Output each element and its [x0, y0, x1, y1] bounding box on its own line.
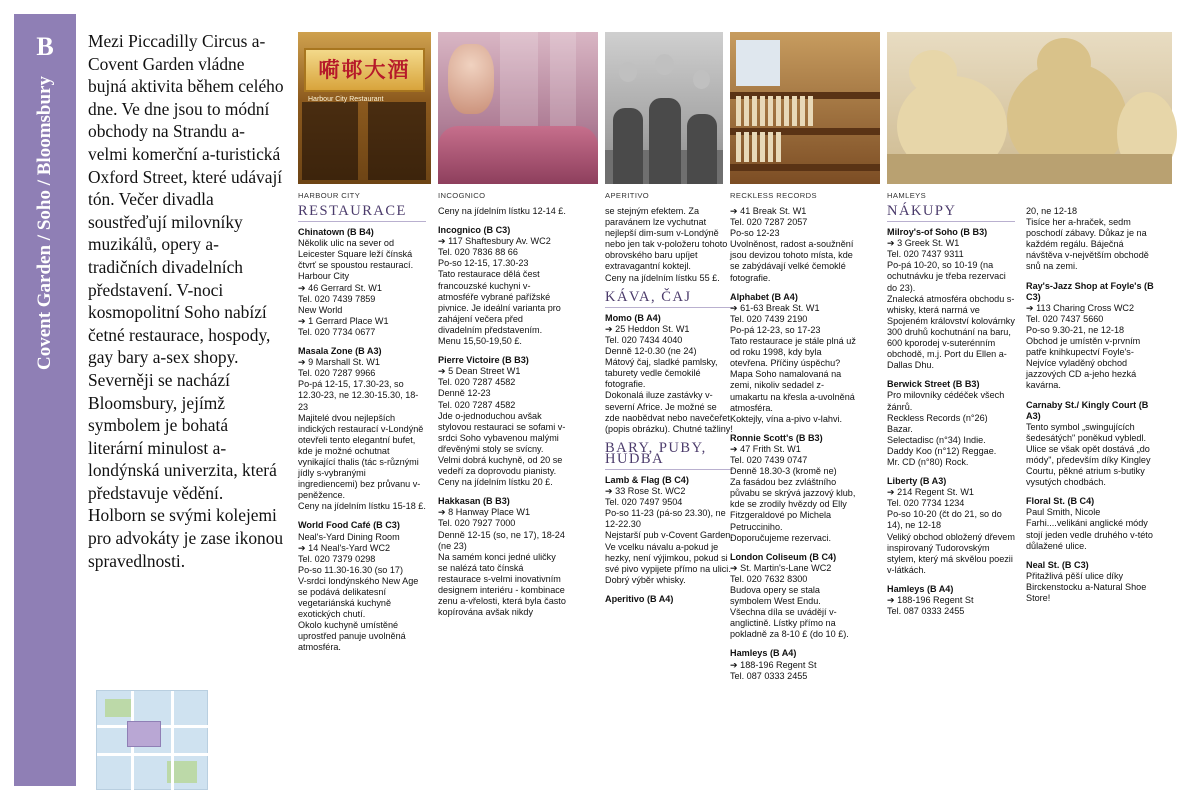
- listing-line: Tel. 020 7927 7000: [438, 518, 516, 529]
- listing-entry: [730, 292, 858, 425]
- section-heading-nakupy: NÁKUPY: [887, 203, 957, 219]
- listing-line: Okolo kuchyně umístěné uprostřed panuje uvolněná atmosféra.: [298, 620, 406, 653]
- listing-entry: [438, 355, 566, 488]
- listing-line: Přitažlivá pěší ulice díky Birckenstocku a-Natural Shoe Store!: [1026, 570, 1147, 603]
- listing-line: Veliký obchod obložený dřevem inspirovaný Tudorovským stylem, který má skvělou poezii v-látkách.: [887, 531, 1015, 575]
- listing-line: Tento symbol „swingujících šedesátých" poněkud vybledl. Ulice se však opět dostává „do módy", především díky Kingley Courtu, pěkné atrium s-butiky vysutých chodbách.: [1026, 421, 1151, 488]
- photo-reckless-records: [730, 32, 880, 200]
- listing-line: ➔ 33 Rose St. WC2: [605, 486, 686, 497]
- listing-title: Liberty (B A3): [887, 476, 947, 487]
- listing-line: ➔ 41 Break St. W1: [730, 206, 807, 216]
- listing-line: Jde o-jednoduchou avšak stylovou restauraci se sofami v-srdci Soho vybavenou malými dřevěnými stoly se svícny. Velmi dobrá kuchyně, od 20 se vedeří za doprovodu pianisty.: [438, 410, 566, 477]
- listing-entry: [605, 313, 733, 435]
- listing-line: Tato restaurace dělá čest francouzské kuchyni v-atmosféře vybrané pařížské pivnice. Je ideální varianta pro zahájení večera před divadelním představením.: [438, 269, 561, 335]
- listing-line: Menu 15,50-19,50 £.: [438, 336, 522, 347]
- divider: [887, 221, 1015, 222]
- listing-title: Lamb & Flag (B C4): [605, 474, 689, 485]
- section-heading-restaurace: RESTAURACE: [298, 203, 407, 219]
- listing-line: Majitelé dvou nejlepších indických restaurací v-Londýně otevřeli tento elegantní bufet, kde je možné ochutnat vynikající thalis (tác s-různými jídly s-vybranými ingrediencemi) bez průvanu v-peněžence.: [298, 412, 424, 501]
- listing-title: Aperitivo (B A4): [605, 593, 674, 604]
- listing-line: Znalecká atmosféra obchodu s-whisky, která narrná ve Spojeném království kolovárnky 300 druhů kochutnání na baru, 600 kporodej v-suterénním obchodě, m.j. Port du Ellen a-Dallas Dhu.: [887, 293, 1015, 371]
- listing-line: Tel. 020 7437 9311: [887, 249, 964, 260]
- listing-line: Doporučujeme rezervaci.: [730, 532, 832, 543]
- listing-title: Alphabet (B A4): [730, 291, 798, 302]
- column-restaurace: [298, 203, 426, 794]
- listing-line: V-srdci londýnského New Age se podává delikatesní vegetariánská kuchyně exotických chutí.: [298, 575, 419, 620]
- listing-line: Tel. 020 7439 0747: [730, 454, 808, 465]
- listing-line: ➔ 188-196 Regent St: [887, 595, 974, 605]
- photo-caption: APERITIVO: [605, 191, 650, 200]
- listing-line: Pro milovníky cédéček všech žánrů.: [887, 390, 1005, 412]
- listing-entry: [438, 496, 566, 618]
- area-map-thumbnail: [96, 690, 208, 790]
- listing-line: ➔ 14 Neal's-Yard WC2: [298, 542, 391, 553]
- listing-line: Tato restaurace je stále plná už od roku 1998, kdy byla otevřena. Příčiny úspěchu? Mapa Soho namalovaná na zemi, nikoliv sedadel z-umakartu na křesla a-uvolněná atmosféra.: [730, 336, 856, 413]
- listing-title: Pierre Victoire (B B3): [438, 355, 529, 366]
- listing-entry: [887, 476, 1015, 576]
- spine-letter: B: [36, 32, 54, 61]
- listing-line: Denně 12-15 (so, ne 17), 18-24 (ne 23): [438, 529, 565, 551]
- intro-text: Mezi Piccadilly Circus a-Covent Garden vládne bujná aktivita během celého dne. Ve dne jsou to módní obchody na Strandu a-velmi komerční a-turistická Oxford Street, které udávají tón. Večer divadla soustřeďují milovníky muzikálů, opery a-tradičních divadelních představení. V-noci kosmopolitní Soho nabízí četné restaurace, hospody, gay bary a-sex shopy. Severněji se nachází Bloomsbury, jejímž symbolem je bohatá literární minulost a-londýnská univerzita, která představuje vědění. Holborn se svými kolejemi pro advokáty je zase ikonou spravedlnosti.: [88, 31, 284, 571]
- listing-line: Dokonalá iluze zastávky v-severní Africe. Je možné se zde naobědvat nebo navečeřet (popis obrázku). Chutné tažliny!: [605, 390, 733, 434]
- column-three: [605, 206, 733, 794]
- listing-line: Denně 18.30-3 (kromě ne): [730, 466, 837, 477]
- listing-entry: [730, 552, 858, 641]
- listing-line: Tel. 020 7287 4582: [438, 399, 516, 410]
- listing-title: London Coliseum (B C4): [730, 551, 837, 562]
- listing-line: Po-pá 12-15, 17.30-23, so 12.30-23, ne 12.30-15.30, 18-23: [298, 379, 419, 412]
- listing-line: Ceny na jídelním lístku 15-18 £.: [298, 501, 426, 512]
- listing-entry: [605, 206, 733, 284]
- divider: [605, 307, 733, 308]
- listing-line: New World: [298, 304, 343, 315]
- photo-caption: HAMLEYS: [887, 191, 927, 200]
- listing-line: Po-so 9.30-21, ne 12-18: [1026, 324, 1125, 335]
- listing-line: ➔ St. Martin's-Lane WC2: [730, 562, 832, 573]
- listing-title: Hamleys (B A4): [887, 583, 954, 594]
- listing-line: ➔ 46 Gerrard St. W1: [298, 282, 382, 293]
- listing-line: ➔ 3 Greek St. W1: [887, 238, 960, 249]
- listing-entry: [730, 648, 858, 681]
- listing-title: Ronnie Scott's (B B3): [730, 432, 823, 443]
- listing-line: ➔ 117 Shaftesbury Av. WC2: [438, 236, 551, 247]
- listing-line: Ceny na jídelním lístku 55 £.: [605, 272, 720, 283]
- restaurant-sign-subtitle: Harbour City Restaurant: [308, 96, 384, 103]
- listing-line: Uvolněnost, radost a-soužnění jsou devizou tohoto místa, kde se zabýdávají velké čemoklé fotografie.: [730, 239, 854, 283]
- photo-caption: RECKLESS RECORDS: [730, 191, 817, 200]
- listing-title: World Food Café (B C3): [298, 520, 400, 531]
- listing-line: Ceny na jídelním lístku 20 £.: [438, 477, 553, 488]
- listing-entry: [1026, 496, 1154, 551]
- listing-line: ➔ 5 Dean Street W1: [438, 366, 521, 377]
- listing-line: se stejným efektem. Za paravánem lze vychutnat nejlepší dim-sum v-Londýně nebo jen tak v-položeru tohoto obrovského baru upíjet extravagantní koktejl.: [605, 206, 728, 272]
- listing-line: Tel. 020 7287 4582: [438, 377, 516, 388]
- listing-line: Za fasádou bez zvláštního půvabu se skrývá jazzový klub, kde se zrodily hvězdy od Elly Fitzgeraldové po Michela Petrucciniho.: [730, 477, 856, 532]
- listing-line: Po-so 11-23 (pá-so 23.30), ne 12-22.30: [605, 508, 726, 530]
- photo-incognico: [438, 32, 598, 200]
- listing-line: Tel. 020 7439 7859: [298, 293, 376, 304]
- listing-entry: [438, 206, 566, 217]
- photo-caption: HARBOUR CITY: [298, 191, 361, 200]
- listing-line: Denně 12-0.30 (ne 24): [605, 346, 697, 357]
- listing-entry: [438, 225, 566, 347]
- listing-line: Budova opery se stala symbolem West Endu. Všechna díla se uvádějí v-anglictině. Lístky přímo na pokladně za 8-10 £ (do 10 £).: [730, 585, 849, 640]
- listing-entry: [1026, 560, 1154, 604]
- listing-line: Obchod je umístěn v-prvním patře knihkupectví Foyle's-Nejvíce vyladěný obchod jazzových CD a-jeho hezká kavárna.: [1026, 336, 1141, 391]
- listing-entry: [887, 379, 1015, 468]
- listing-line: Ceny na jídelním lístku 12-14 £.: [438, 206, 566, 216]
- listing-title: Berwick Street (B B3): [887, 379, 980, 390]
- listing-line: Tel. 020 7734 0677: [298, 326, 376, 337]
- listing-line: Několik ulic na sever od Leicester Square leží čínská čtvrť se spoustou restaurací.: [298, 238, 414, 271]
- listing-line: Tisíce her a-hraček, sedm poschodí zábavy. Důkaz je na každém regálu. Báječná návštěva v-největším obchodě snů na zemi.: [1026, 217, 1149, 272]
- listing-line: Na samém konci jedné uličky se nalézá tato čínská restaurace s-velmi inovativním designem interiéru - kombinace zenu a-vřelosti, která byla často kopírována avšak nikdy: [438, 551, 566, 618]
- column-two: [438, 206, 566, 794]
- listing-line: Po-pá 10-20, so 10-19 (na ochutnávku je třeba rezervaci do 23).: [887, 260, 1006, 293]
- listing-line: Reckless Records (n°26) Bazar.: [887, 412, 988, 434]
- listing-line: Po-so 11.30-16.30 (so 17): [298, 564, 403, 575]
- listing-line: Tel. 020 7439 2190: [730, 313, 808, 324]
- listing-line: Tel. 020 7287 9966: [298, 368, 376, 379]
- listing-line: ➔ 47 Frith St. W1: [730, 443, 801, 454]
- page-spine: [14, 14, 76, 786]
- listing-title: Carnaby St./ Kingly Court (B A3): [1026, 399, 1149, 421]
- listing-line: Nejstarší pub v-Covent Garden.: [605, 530, 733, 541]
- listing-entry: [605, 594, 733, 605]
- photo-strip: [298, 32, 1172, 202]
- photo-aperitivo: [605, 32, 723, 200]
- listing-line: Tel. 087 0333 2455: [887, 606, 965, 617]
- listing-line: Tel. 020 7734 1234: [887, 498, 965, 509]
- listing-line: Paul Smith, Nicole Farhi....velikáni anglické módy stojí jeden vedle druhého v-této důlažené ulice.: [1026, 507, 1153, 551]
- listing-title: Momo (B A4): [605, 312, 661, 323]
- listing-line: ➔ 25 Heddon St. W1: [605, 323, 690, 334]
- listing-line: Tel. 020 7632 8300: [730, 573, 808, 584]
- listing-line: Tel. 020 7434 4040: [605, 334, 683, 345]
- column-four: [730, 206, 858, 794]
- listing-line: ➔ 9 Marshall St. W1: [298, 357, 380, 368]
- section-heading-kava-caj: KÁVA, ČAJ: [605, 288, 692, 305]
- listing-entry: [1026, 281, 1154, 392]
- photo-harbour-city: [298, 32, 431, 200]
- listing-line: Harbour City: [298, 271, 350, 282]
- listing-line: ➔ 214 Regent St. W1: [887, 487, 974, 498]
- listing-title: Milroy's-of Soho (B B3): [887, 227, 988, 238]
- listing-line: ➔ 61-63 Break St. W1: [730, 302, 820, 313]
- listing-line: Ve vcelku návalu a-pokud je hezky, není výjimkou, pokud si své pivo vypijete přímo na ulici. Dobrý výběr whisky.: [605, 541, 731, 585]
- listing-line: Denně 12-23: [438, 388, 491, 399]
- column-nakupy: [887, 203, 1015, 794]
- restaurant-sign-text: 嗬邨大酒: [318, 58, 411, 82]
- listing-line: Mátový čaj, sladké pamlsky, taburety vedle čemokilé fotografie.: [605, 357, 718, 390]
- photo-caption: INCOGNICO: [438, 191, 486, 200]
- listing-line: ➔ 113 Charing Cross WC2: [1026, 302, 1135, 313]
- listing-line: Daddy Koo (n°12) Reggae.: [887, 445, 997, 456]
- photo-hamleys: [887, 32, 1172, 200]
- listing-entry: [298, 520, 426, 653]
- listing-line: Mr. CD (n°80) Rock.: [887, 456, 969, 467]
- listing-line: Tel. 020 7497 9504: [605, 497, 683, 508]
- listing-line: ➔ 8 Hanway Place W1: [438, 507, 531, 518]
- listing-line: Koktejly, vína a-pivo v-lahvi.: [730, 413, 843, 424]
- listing-line: Tel. 020 7836 88 66: [438, 247, 518, 258]
- listing-line: Po-so 10-20 (čt do 21, so do 14), ne 12-18: [887, 509, 1002, 531]
- listing-entry: [1026, 206, 1154, 273]
- listing-title: Neal St. (B C3): [1026, 559, 1089, 570]
- column-six: [1026, 206, 1154, 794]
- listing-entry: [298, 227, 426, 338]
- listing-line: ➔ 188-196 Regent St: [730, 659, 817, 670]
- listing-line: 20, ne 12-18: [1026, 206, 1078, 216]
- text-columns: [298, 203, 1178, 794]
- listing-entry: [887, 584, 1015, 617]
- listing-entry: [887, 227, 1015, 371]
- listing-title: Masala Zone (B A3): [298, 346, 382, 357]
- listing-entry: [730, 206, 858, 284]
- listing-entry: [1026, 400, 1154, 489]
- listing-title: Hamleys (B A4): [730, 648, 797, 659]
- listing-line: Neal's-Yard Dining Room: [298, 531, 400, 542]
- listing-title: Ray's-Jazz Shop at Foyle's (B C3): [1026, 280, 1154, 302]
- listing-title: Floral St. (B C4): [1026, 496, 1095, 507]
- listing-line: Tel. 020 7379 0298: [298, 553, 376, 564]
- listing-line: ➔ 1 Gerrard Place W1: [298, 315, 389, 326]
- spine-title: Covent Garden / Soho / Bloomsbury: [34, 76, 55, 371]
- listing-line: Po-pá 12-23, so 17-23: [730, 324, 821, 335]
- section-heading-bary-puby-hudba: BARY, PUBY, HUDBA: [605, 439, 707, 467]
- listing-line: Tel. 020 7287 2057: [730, 217, 808, 228]
- listing-entry: [605, 475, 733, 586]
- listing-title: Incognico (B C3): [438, 225, 511, 236]
- divider: [605, 469, 733, 470]
- listing-entry: [730, 433, 858, 544]
- divider: [298, 221, 426, 222]
- listing-line: Po-so 12-23: [730, 228, 780, 239]
- listing-line: Tel. 020 7437 5660: [1026, 313, 1104, 324]
- listing-title: Hakkasan (B B3): [438, 496, 510, 507]
- listing-line: Tel. 087 0333 2455: [730, 670, 808, 681]
- listing-title: Chinatown (B B4): [298, 227, 374, 238]
- listing-entry: [298, 346, 426, 512]
- listing-line: Po-so 12-15, 17.30-23: [438, 258, 529, 269]
- listing-line: Selectadisc (n°34) Indie.: [887, 434, 986, 445]
